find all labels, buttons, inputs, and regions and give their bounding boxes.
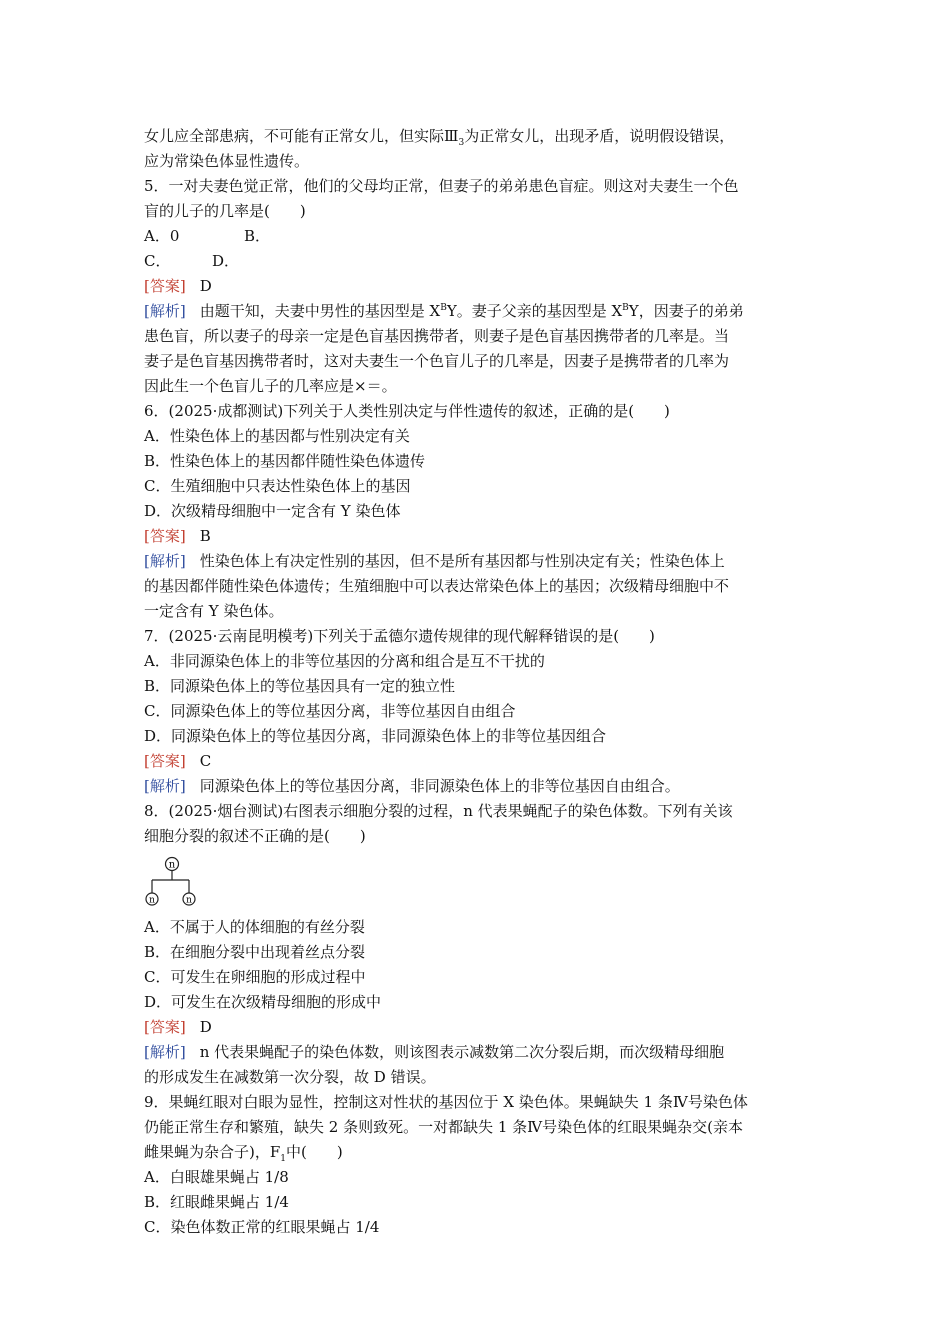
- q9-option-c: C．染色体数正常的红眼果蝇占 1/4: [144, 1218, 380, 1236]
- q8-option-b: B．在细胞分裂中出现着丝点分裂: [144, 943, 366, 961]
- q6-answer: [144, 524, 824, 549]
- q8-analysis: 的形成发生在减数第一次分裂，故 D 错误。: [144, 1068, 436, 1086]
- q7-option-c: C．同源染色体上的等位基因分离，非等位基因自由组合: [144, 702, 516, 720]
- q7-option-d: D．同源染色体上的等位基因分离，非同源染色体上的非等位基因组合: [144, 727, 607, 745]
- q7-option-a: A．非同源染色体上的非等位基因的分离和组合是互不干扰的: [144, 652, 545, 670]
- q8-stem: 细胞分裂的叙述不正确的是( ): [144, 827, 366, 845]
- q8-stem: 8．(2025·烟台测试)右图表示细胞分裂的过程，n 代表果蝇配子的染色体数。下列有关该: [144, 802, 733, 820]
- q6-option-d: D．次级精母细胞中一定含有 Y 染色体: [144, 502, 401, 520]
- answer-tag: [ 答案 ]: [144, 752, 186, 770]
- q5-analysis: 患色盲，所以妻子的母亲一定是色盲基因携带者，则妻子是色盲基因携带者的几率是。当: [144, 327, 730, 345]
- q6-analysis: [ 解析 ] 性染色体上有决定性别的基因，但不是所有基因都与性别决定有关；性染色体上: [144, 549, 824, 574]
- answer-value: D: [199, 1018, 212, 1036]
- q5-option-c: C．: [144, 252, 171, 270]
- text-line: 应为常染色体显性遗传。: [144, 152, 310, 170]
- answer-tag: [ 答案 ]: [144, 277, 186, 295]
- q5-answer: [144, 274, 824, 299]
- q5-option-d: D．: [212, 252, 240, 270]
- q6-analysis: 一定含有 Y 染色体。: [144, 602, 284, 620]
- q5-stem: 盲的儿子的几率是( ): [144, 202, 306, 220]
- q7-stem: 7．(2025·云南昆明模考)下列关于孟德尔遗传规律的现代解释错误的是( ): [144, 627, 655, 645]
- parent-cell-label: n: [168, 859, 176, 871]
- q5-analysis: 妻子是色盲基因携带者时，这对夫妻生一个色盲儿子的几率是，因妻子是携带者的几率为: [144, 352, 730, 370]
- document-page: [144, 124, 824, 1240]
- q6-option-c: C．生殖细胞中只表达性染色体上的基因: [144, 477, 411, 495]
- q8-option-a: A．不属于人的体细胞的有丝分裂: [144, 918, 365, 936]
- answer-value: B: [199, 527, 211, 545]
- q9-option-b: B．红眼雌果蝇占 1/4: [144, 1193, 289, 1211]
- q9-stem: 9．果蝇红眼对白眼为显性，控制这对性状的基因位于 X 染色体。果蝇缺失 1 条Ⅳ号染色体: [144, 1093, 748, 1111]
- daughter-left-label: n: [149, 895, 155, 906]
- analysis-tag: [ 解析 ]: [144, 1043, 186, 1061]
- q6-analysis: 的基因都伴随性染色体遗传；生殖细胞中可以表达常染色体上的基因；次级精母细胞中不: [144, 577, 730, 595]
- q6-option-b: B．性染色体上的基因都伴随性染色体遗传: [144, 452, 426, 470]
- q5-option-a: A．0: [144, 227, 180, 245]
- answer-value: D: [199, 277, 212, 295]
- q5-analysis: [ 解析 ] 由题干知，夫妻中男性的基因型是 $X^BY$。妻子父亲的基因型是 $X^BY$，因妻子的弟弟: [144, 299, 824, 324]
- answer-value: C: [199, 752, 212, 770]
- cell-division-figure: [144, 849, 824, 915]
- q7-analysis: [ 解析 ] 同源染色体上的等位基因分离，非同源染色体上的非等位基因自由组合。: [144, 774, 824, 799]
- q7-answer: [144, 749, 824, 774]
- q8-option-d: D．可发生在次级精母细胞的形成中: [144, 993, 382, 1011]
- q9-option-a: A．白眼雄果蝇占 1/8: [144, 1168, 289, 1186]
- analysis-tag: [ 解析 ]: [144, 302, 186, 320]
- cell-division-diagram: [144, 851, 204, 911]
- q9-stem: 雌果蝇为杂合子)，$F_1$中( ): [144, 1143, 343, 1164]
- q5-stem: 5．一对夫妻色觉正常，他们的父母均正常，但妻子的弟弟患色盲症。则这对夫妻生一个色: [144, 177, 739, 195]
- q5-analysis: 因此生一个色盲儿子的几率应是×＝。: [144, 377, 397, 395]
- answer-tag: [ 答案 ]: [144, 1018, 186, 1036]
- analysis-tag: [ 解析 ]: [144, 552, 186, 570]
- answer-tag: [ 答案 ]: [144, 527, 186, 545]
- q5-option-b: B．: [244, 227, 271, 245]
- daughter-right-label: n: [186, 895, 192, 906]
- analysis-tag: [ 解析 ]: [144, 777, 186, 795]
- q8-option-c: C．可发生在卵细胞的形成过程中: [144, 968, 366, 986]
- q9-stem: 仍能正常生存和繁殖，缺失 2 条则致死。一对都缺失 1 条Ⅳ号染色体的红眼果蝇杂交(亲本: [144, 1118, 744, 1136]
- q6-option-a: A．性染色体上的基因都与性别决定有关: [144, 427, 410, 445]
- q5-options-cd: [144, 249, 824, 274]
- q5-options-ab: [144, 224, 824, 249]
- text-line: 女儿应全部患病，不可能有正常女儿，但实际$Ⅲ_3$为正常女儿，出现矛盾，说明假设错误，: [144, 127, 735, 148]
- q6-stem: 6．(2025·成都测试)下列关于人类性别决定与伴性遗传的叙述，正确的是( ): [144, 402, 670, 420]
- q7-option-b: B．同源染色体上的等位基因具有一定的独立性: [144, 677, 456, 695]
- q8-analysis: [ 解析 ] n 代表果蝇配子的染色体数，则该图表示减数第二次分裂后期，而次级精母细胞: [144, 1040, 824, 1065]
- q8-answer: [144, 1015, 824, 1040]
